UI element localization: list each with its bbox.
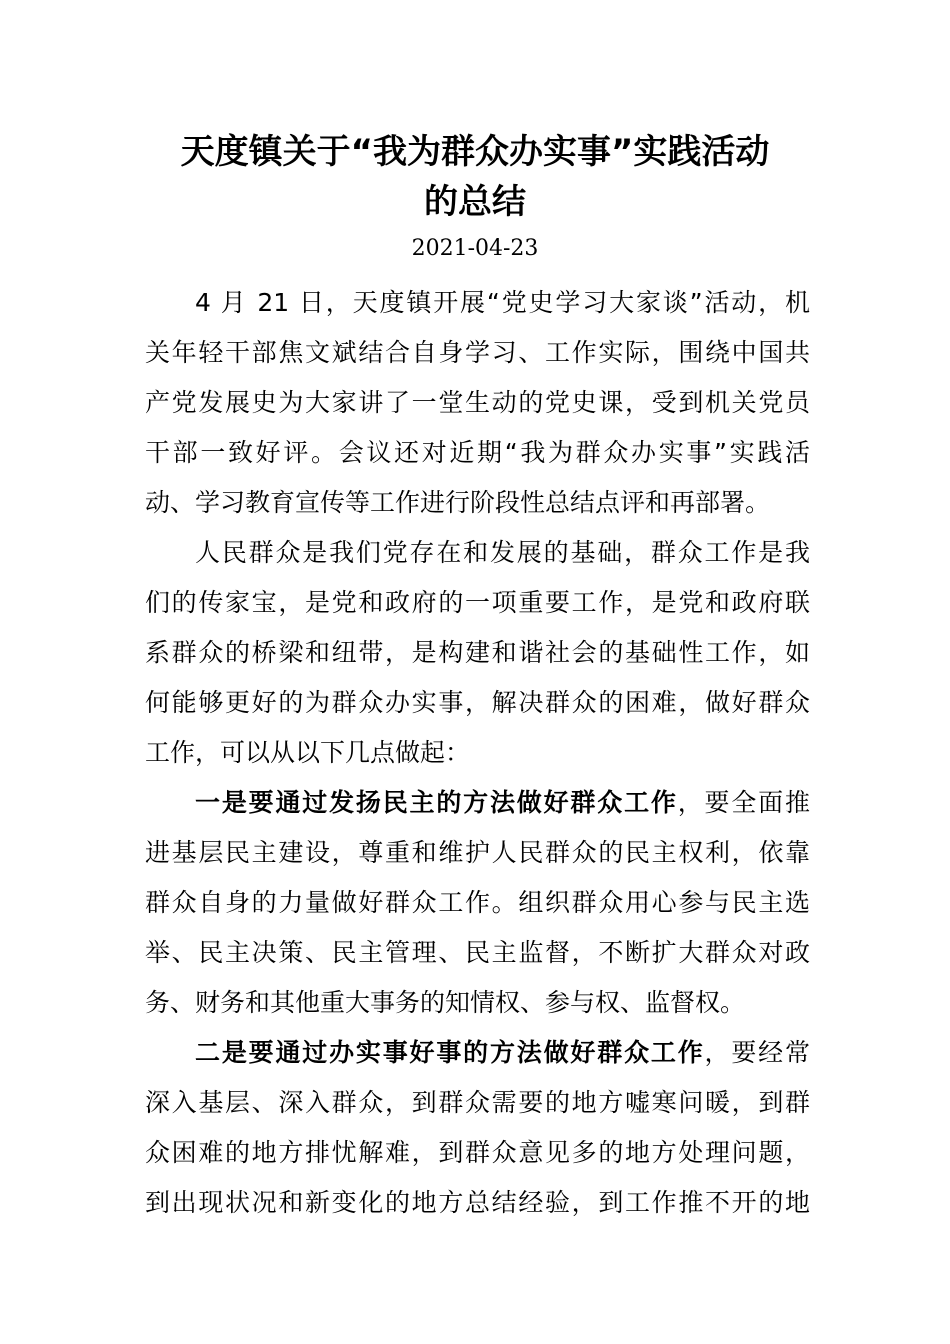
paragraph-line: 众困难的地方排忧解难，到群众意见多的地方处理问题，	[145, 1138, 810, 1167]
paragraph-bold-lead: 二是要通过办实事好事的方法做好群众工作	[195, 1038, 705, 1067]
paragraph-line: 举、民主决策、民主管理、民主监督，不断扩大群众对政	[145, 938, 810, 967]
paragraph-line: 人民群众是我们党存在和发展的基础，群众工作是我	[195, 538, 810, 567]
paragraph-lead-rest: ，要全面推	[677, 788, 810, 817]
paragraph-line: 到出现状况和新变化的地方总结经验，到工作推不开的地	[145, 1188, 810, 1217]
document-title-line-2: 的总结	[424, 182, 526, 222]
paragraph-line: 深入基层、深入群众，到群众需要的地方嘘寒问暖，到群	[145, 1088, 810, 1117]
paragraph-line: 们的传家宝，是党和政府的一项重要工作，是党和政府联	[145, 588, 810, 617]
paragraph-line: 何能够更好的为群众办实事，解决群众的困难，做好群众	[145, 688, 810, 717]
paragraph-line: 产党发展史为大家讲了一堂生动的党史课，受到机关党员	[145, 388, 810, 417]
paragraph-first-line	[145, 1028, 810, 1078]
paragraph-line: 4 月 21 日，天度镇开展“党史学习大家谈”活动，机	[195, 288, 810, 317]
paragraph-first-line	[145, 778, 810, 828]
paragraph-bold-lead: 一是要通过发扬民主的方法做好群众工作	[195, 788, 678, 817]
paragraph-line: 关年轻干部焦文斌结合自身学习、工作实际，围绕中国共	[145, 338, 810, 367]
document-date: 2021-04-23	[411, 236, 539, 261]
paragraph-4	[145, 1028, 810, 1228]
paragraph-2	[145, 528, 810, 778]
document-body	[145, 278, 810, 1228]
paragraph-1	[145, 278, 810, 528]
paragraph-3	[145, 778, 810, 1028]
paragraph-line: 动、学习教育宣传等工作进行阶段性总结点评和再部署。	[145, 488, 771, 517]
paragraph-line: 务、财务和其他重大事务的知情权、参与权、监督权。	[145, 988, 746, 1017]
paragraph-line: 系群众的桥梁和纽带，是构建和谐社会的基础性工作，如	[145, 638, 810, 667]
paragraph-line: 群众自身的力量做好群众工作。组织群众用心参与民主选	[145, 888, 810, 917]
paragraph-line: 干部一致好评。会议还对近期“我为群众办实事”实践活	[145, 438, 810, 467]
paragraph-line: 进基层民主建设，尊重和维护人民群众的民主权利，依靠	[145, 838, 810, 867]
paragraph-lead-rest: ，要经常	[704, 1038, 810, 1067]
paragraph-line: 工作，可以从以下几点做起：	[145, 738, 471, 767]
document-title-line-1: 天度镇关于“我为群众办实事”实践活动	[180, 132, 770, 172]
